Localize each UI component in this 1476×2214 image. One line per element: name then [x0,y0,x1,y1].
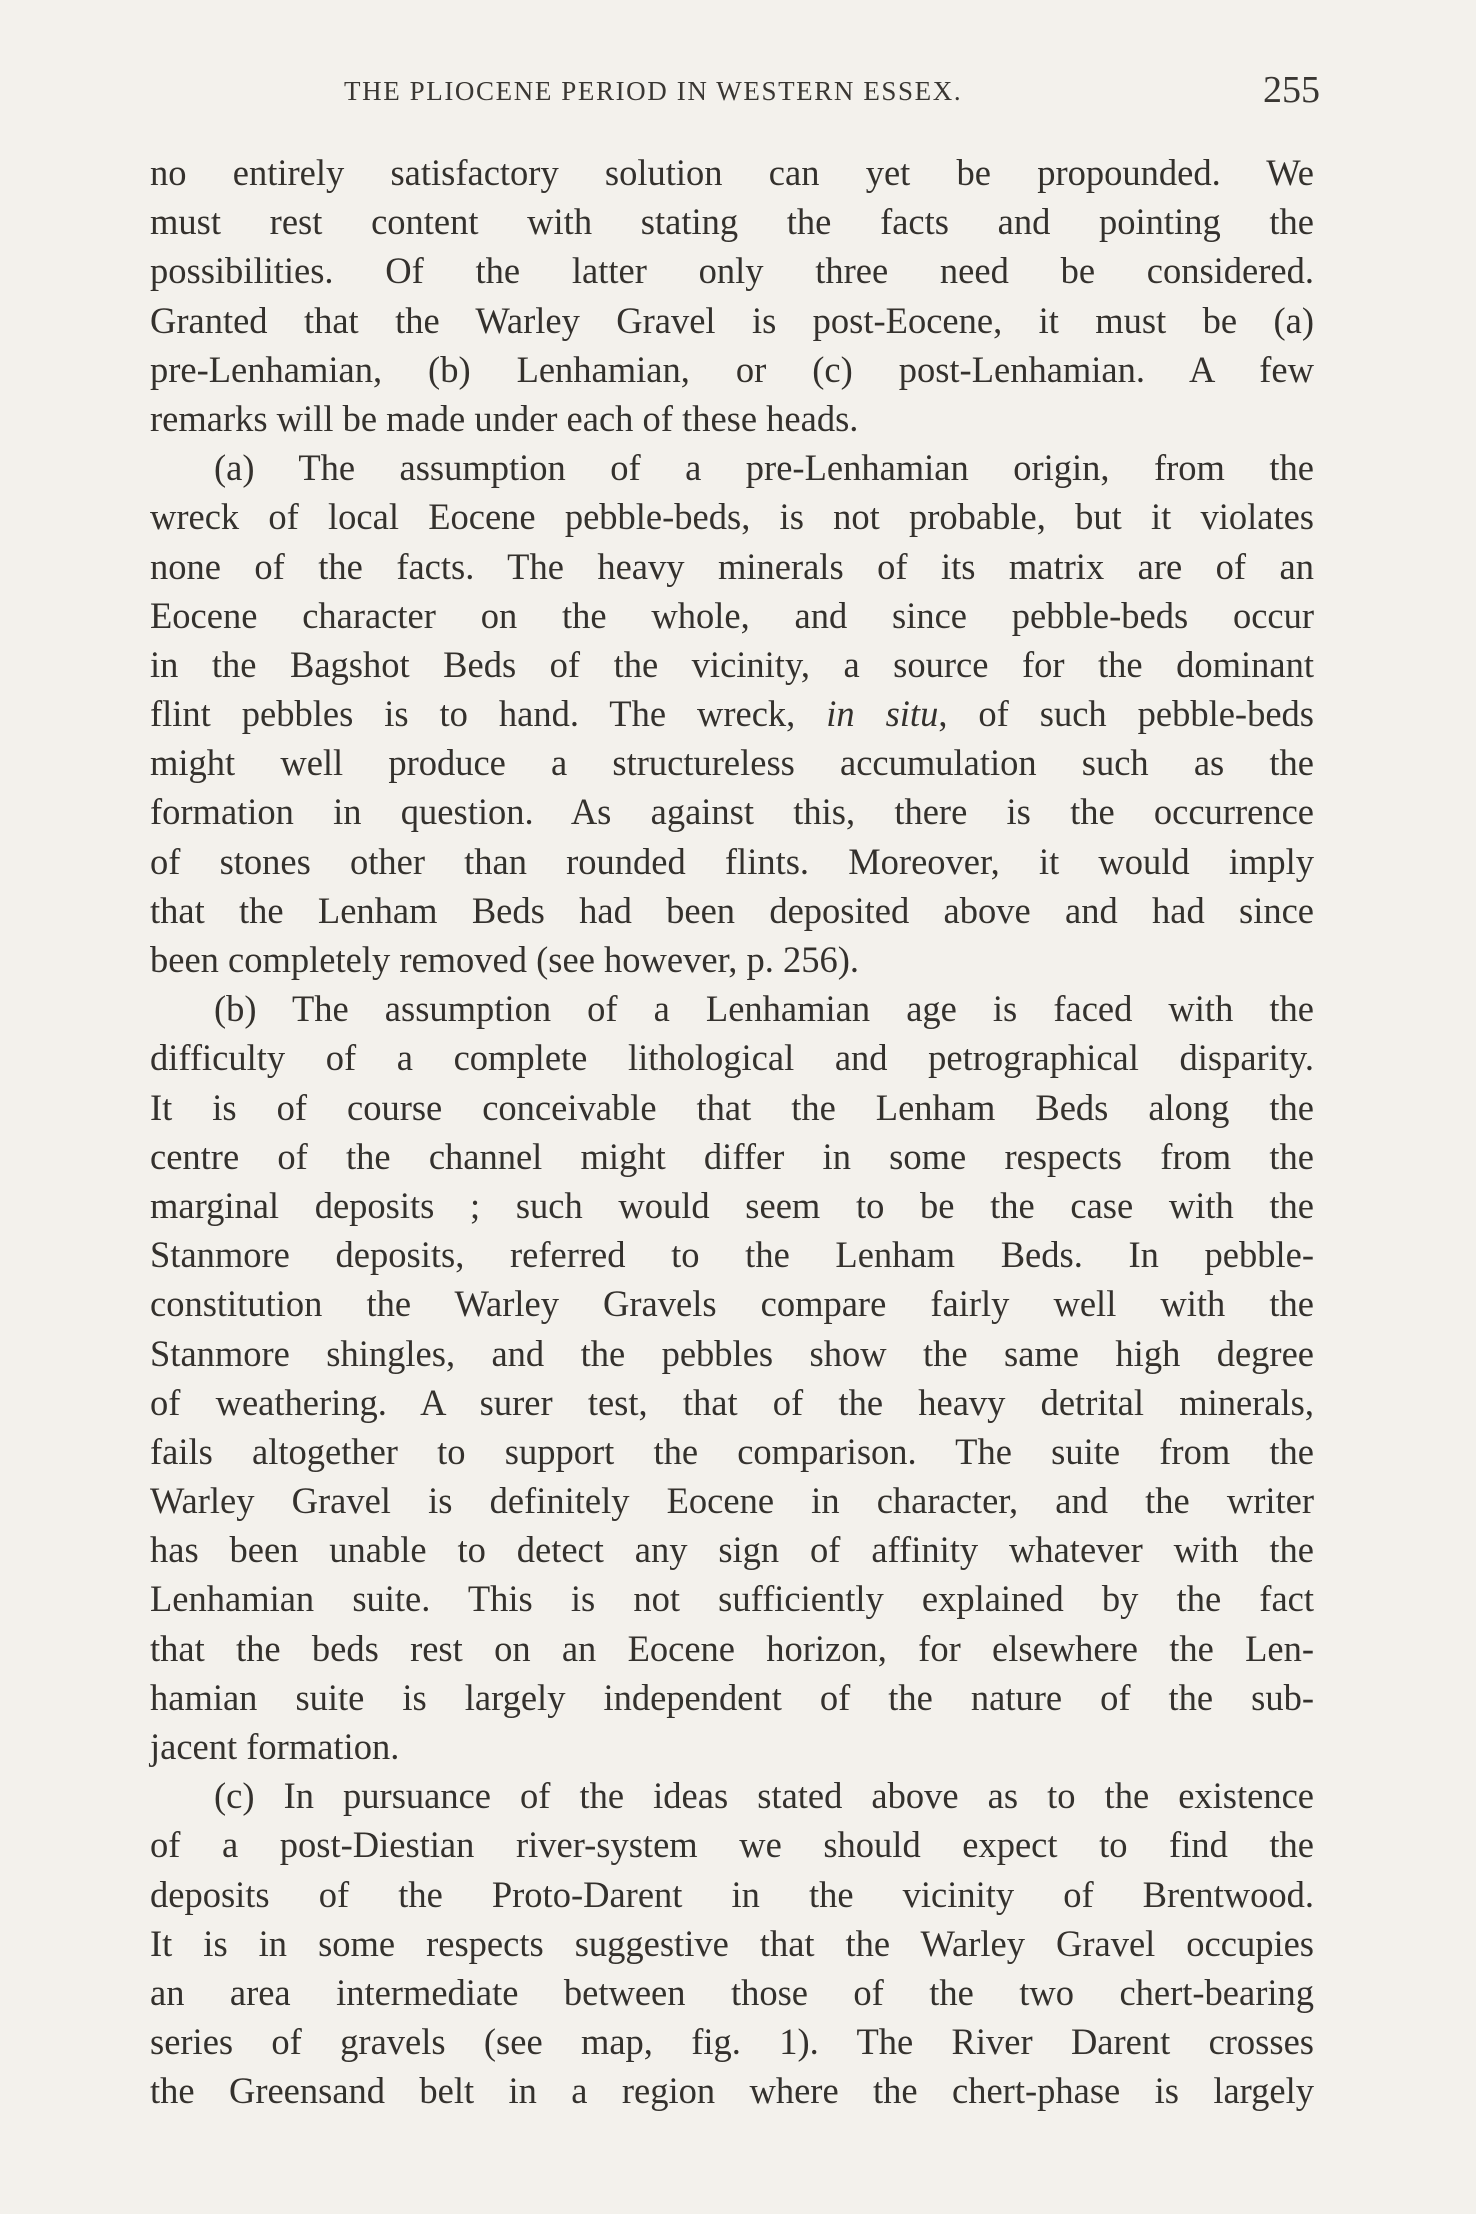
text-line: no entirely satisfactory solution can yet be propounded. We [150,152,1314,193]
text-line: of stones other than rounded flints. Moreover, it would imply [150,840,1314,882]
text-line: hamian suite is largely independent of the nature of the sub- [150,1676,1314,1718]
text-line: difficulty of a complete lithological and petrographical disparity. [150,1037,1314,1079]
text-line: (c) In pursuance of the ideas stated above as to the existence [214,1775,1314,1817]
text-line: formation in question. As against this, there is the occurrence [150,791,1314,833]
text-line: remarks will be made under each of these heads. [150,397,859,439]
text-line: constitution the Warley Gravels compare fairly well with the [150,1283,1314,1325]
text-line: centre of the channel might differ in some respects from the [150,1135,1314,1177]
text-line: has been unable to detect any sign of affinity whatever with the [150,1529,1314,1571]
text-line-with-italic [150,689,1314,738]
text-line: (b) The assumption of a Lenhamian age is faced with the [214,988,1314,1030]
text-line: series of gravels (see map, fig. 1). The River Darent crosses [150,2021,1314,2063]
text-line: (a) The assumption of a pre-Lenhamian origin, from the [214,447,1314,489]
page-header [156,66,1320,126]
text-line: possibilities. Of the latter only three need be considered. [150,250,1314,292]
text-line: Eocene character on the whole, and since pebble-beds occur [150,594,1314,636]
text-line: deposits of the Proto-Darent in the vicinity of Brentwood. [150,1873,1314,1915]
text-line: that the beds rest on an Eocene horizon, for elsewhere the Len- [150,1627,1314,1669]
text-line: Stanmore deposits, referred to the Lenham Beds. In pebble- [150,1234,1314,1276]
text-line: none of the facts. The heavy minerals of its matrix are of an [150,545,1314,587]
text-line: Stanmore shingles, and the pebbles show the same high degree [150,1332,1314,1374]
text-line: pre-Lenhamian, (b) Lenhamian, or (c) post-Lenhamian. A few [150,348,1314,390]
text-run: , of such pebble-beds [938,693,1314,735]
text-line: of a post-Diestian river-system we should expect to find the [150,1824,1314,1866]
page-number: 255 [1263,69,1320,111]
text-line: of weathering. A surer test, that of the heavy detrital minerals, [150,1381,1314,1423]
text-line: wreck of local Eocene pebble-beds, is not probable, but it violates [150,496,1314,538]
text-line: that the Lenham Beds had been deposited above and had since [150,889,1314,931]
text-line: an area intermediate between those of the two chert-bearing [150,1971,1314,2013]
running-head: THE PLIOCENE PERIOD IN WESTERN ESSEX. [344,76,963,106]
text-line: jacent formation. [150,1726,400,1767]
text-line: the Greensand belt in a region where the chert-phase is largely [150,2070,1314,2112]
text-line: in the Bagshot Beds of the vicinity, a source for the dominant [150,643,1314,685]
text-line: Lenhamian suite. This is not sufficiently explained by the fact [150,1578,1314,1620]
text-line: Granted that the Warley Gravel is post-Eocene, it must be (a) [150,299,1314,341]
italic-term: in situ [826,693,939,735]
text-line: marginal deposits ; such would seem to be the case with the [150,1184,1314,1226]
text-line: must rest content with stating the facts and pointing the [150,201,1314,243]
text-line: fails altogether to support the comparison. The suite from the [150,1430,1314,1472]
body-text [150,148,1314,2116]
text-run: flint pebbles is to hand. The wreck, [150,693,827,735]
text-line: It is in some respects suggestive that the Warley Gravel occupies [150,1922,1314,1964]
text-line: might well produce a structureless accumulation such as the [150,742,1314,784]
text-line: been completely removed (see however, p. 256). [150,939,860,980]
text-line: Warley Gravel is definitely Eocene in character, and the writer [150,1480,1314,1522]
text-line: It is of course conceivable that the Lenham Beds along the [150,1086,1314,1128]
